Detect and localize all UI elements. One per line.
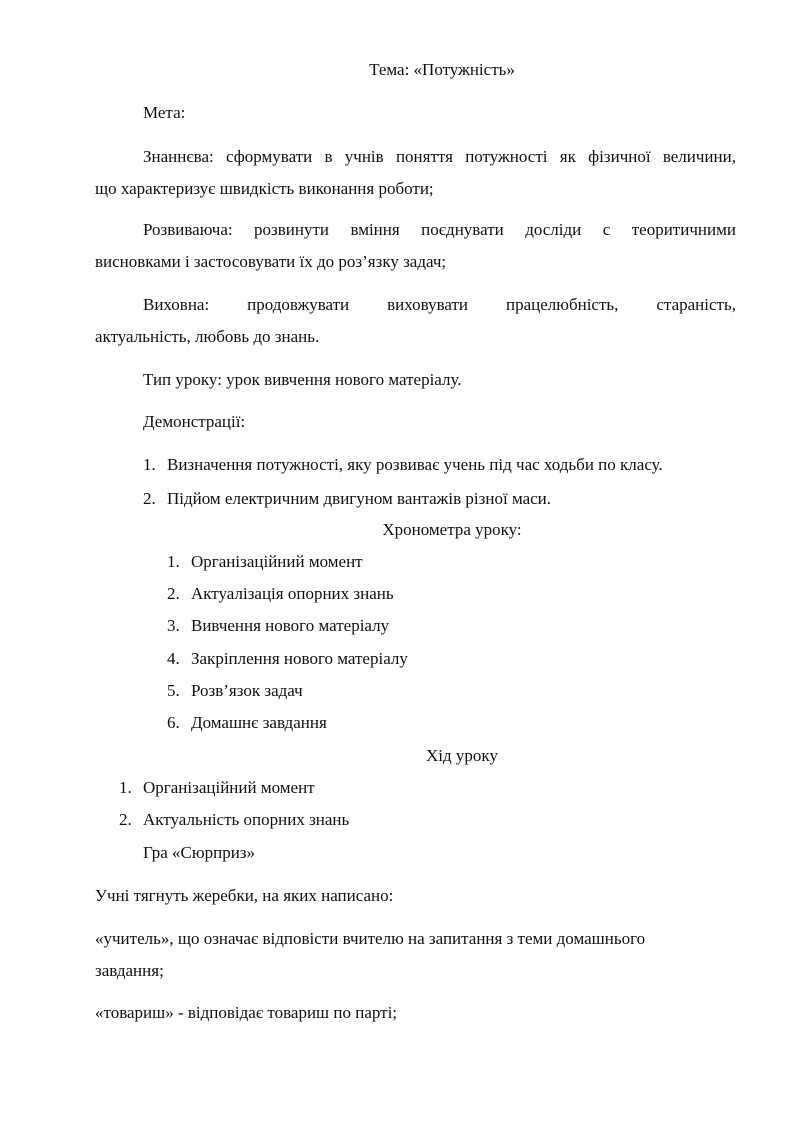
chronometry-item: 3. Вивчення нового матеріалу bbox=[167, 616, 390, 635]
chronometry-title: Хронометра уроку: bbox=[382, 520, 522, 539]
goal-label: Мета: bbox=[143, 103, 186, 122]
page-title: Тема: «Потужність» bbox=[369, 60, 515, 79]
chronometry-item: 6. Домашнє завдання bbox=[167, 713, 327, 732]
course-title: Хід уроку bbox=[426, 746, 498, 765]
teacher-text-line1: «учитель», що означає відповісти вчителю на запитання з теми домашнього bbox=[95, 929, 646, 948]
course-item: 2. Актуальність опорних знань bbox=[119, 810, 350, 829]
comrade-text: «товариш» - відповідає товариш по парті; bbox=[95, 1003, 398, 1022]
educational-goal-line1: Знаннєва: сформувати в учнів поняття потужності як фізичної величини, bbox=[143, 147, 736, 166]
chronometry-item: 1. Організаційний момент bbox=[167, 552, 363, 571]
teacher-text-line2: завдання; bbox=[95, 961, 164, 980]
chronometry-item: 5. Розв’язок задач bbox=[167, 681, 303, 700]
students-text: Учні тягнуть жеребки, на яких написано: bbox=[95, 886, 394, 905]
demos-label: Демонстрації: bbox=[143, 412, 246, 431]
upbringing-goal-line1: Виховна: продовжувати виховувати працелюбність, стараність, bbox=[143, 295, 736, 314]
chronometry-item: 4. Закріплення нового матеріалу bbox=[167, 649, 408, 668]
course-item: 1. Організаційний момент bbox=[119, 778, 315, 797]
chronometry-item: 2. Актуалізація опорних знань bbox=[167, 584, 394, 603]
demo-item: 1. Визначення потужності, яку розвиває учень під час ходьби по класу. bbox=[143, 455, 663, 474]
upbringing-goal-line2: актуальність, любовь до знань. bbox=[95, 327, 320, 346]
game-title: Гра «Сюрприз» bbox=[143, 843, 256, 862]
demo-item: 2. Підйом електричним двигуном вантажів різної маси. bbox=[143, 489, 552, 508]
developmental-goal-line2: висновками і застосовувати їх до роз’язку задач; bbox=[95, 252, 447, 271]
lesson-type: Тип уроку: урок вивчення нового матеріалу. bbox=[143, 370, 462, 389]
educational-goal-line2: що характеризує швидкість виконання роботи; bbox=[95, 179, 434, 198]
developmental-goal-line1: Розвиваюча: розвинути вміння поєднувати досліди с теоритичними bbox=[143, 220, 736, 239]
